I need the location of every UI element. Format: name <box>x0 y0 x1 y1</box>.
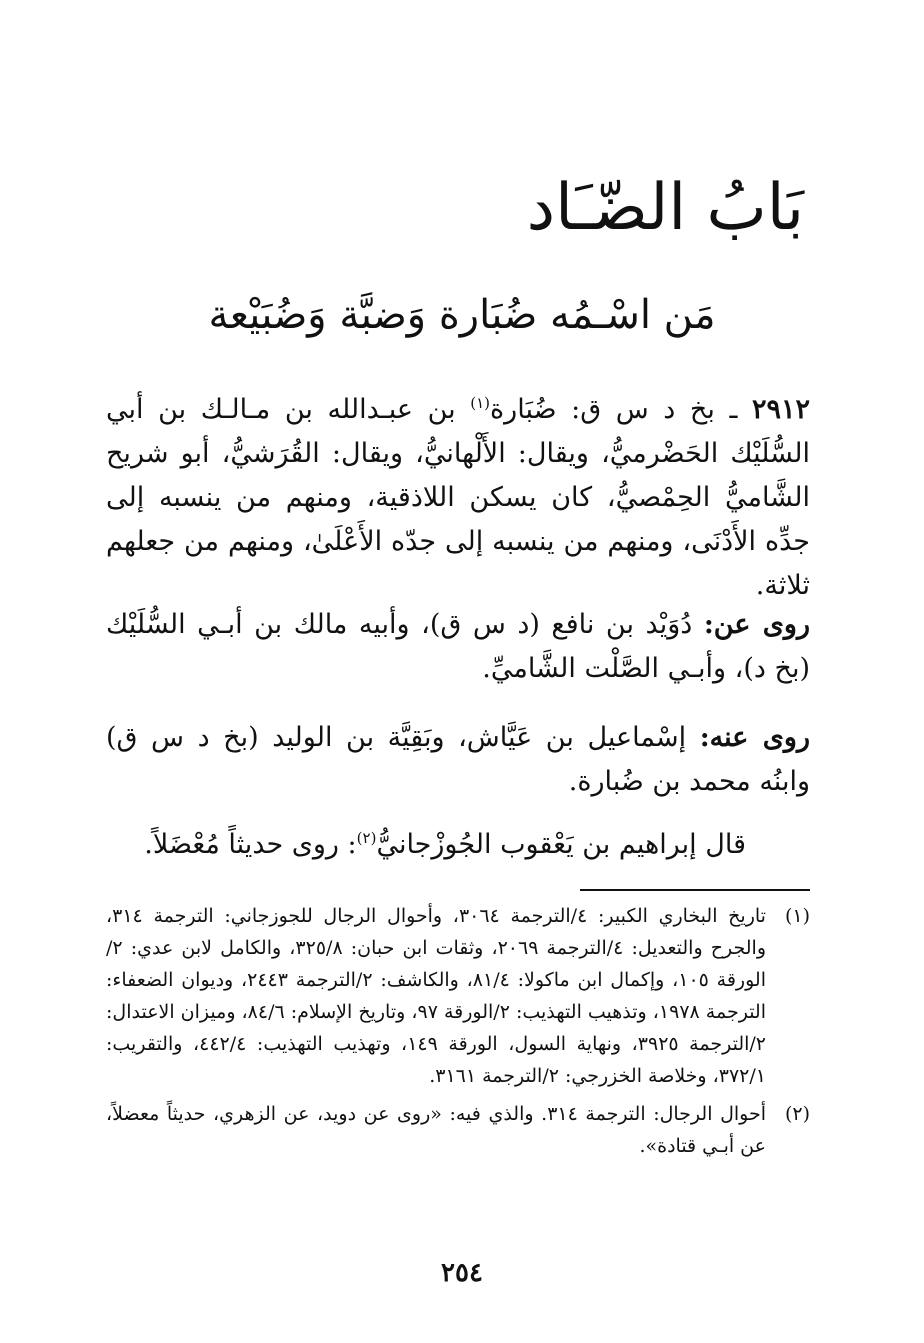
footnote-ref-1: (١) <box>470 394 491 412</box>
section-title: مَن اسْـمُه ضُبَارة وَضبَّة وَضُبَيْعة <box>208 292 716 338</box>
narrated-by-text: إسْماعيل بن عَيَّاش، وبَقِيَّة بن الوليد (بخ د س ق) وابنُه محمد بن ضُبارة. <box>106 722 810 797</box>
footnotes <box>106 900 810 1162</box>
footnote-ref-2: (٢) <box>356 829 377 847</box>
statement-text-before: قال إبراهيم بن يَعْقوب الجُوزْجانيُّ <box>376 829 746 860</box>
chapter-title: بَابُ الضّـَاد <box>526 171 804 245</box>
footnote-marker: (٢) <box>784 1103 810 1125</box>
footnote-text: أحوال الرجال: الترجمة ٣١٤. والذي فيه: «روى عن دويد، عن الزهري، حديثاً معضلاً، عن أبـي قتادة». <box>106 1103 766 1157</box>
narrated-by-label: روى عنه: <box>699 722 810 753</box>
narrated-by-paragraph <box>106 716 810 804</box>
footnote-marker: (١) <box>784 905 810 927</box>
statement-paragraph <box>106 823 746 867</box>
entry-text: بن عبـدالله بن مـالـك بن أبي السُّلَيْك الحَضْرميُّ، ويقال: الأَلْهانيُّ، ويقال: القُرَشيُّ، أبو شريح الشَّاميُّ الحِمْصيُّ، كان يسكن اللاذقية، ومنهم من ينسبه إلى جدِّه الأَدْنَى، ومنهم من ينسبه إلى جدّه الأَعْلَىٰ، ومنهم من جعلهم ثلاثة. <box>106 394 810 601</box>
entry-codes: ـ بخ د س ق: <box>571 394 738 425</box>
narrated-from-paragraph <box>106 603 810 691</box>
entry-paragraph <box>106 388 810 608</box>
footnote-separator <box>580 889 810 891</box>
statement-text-after: : روى حديثاً مُعْضَلاً. <box>144 829 357 860</box>
footnote-text: تاريخ البخاري الكبير: ٤/الترجمة ٣٠٦٤، وأحوال الرجال للجوزجاني: الترجمة ٣١٤، والجرح والتعديل: ٤/الترجمة ٢٠٦٩، وثقات ابن حبان: ٣٢٥/٨، والكامل لابن عدي: ٢/الورقة ١٠٥، وإكمال ابن ماكولا: ٨١/٤، والكاشف: ٢/الترجمة ٢٤٤٣، وديوان الضعفاء: الترجمة ١٩٧٨، وتذهيب التهذيب: ٢/الورقة ٩٧، وتاريخ الإسلام: ٨٤/٦، وميزان الاعتدال: ٢/الترجمة ٣٩٢٥، ونهاية السول، الورقة ١٤٩، وتهذيب التهذيب: ٤٤٢/٤، والتقريب: ٣٧٢/١، وخلاصة الخزرجي: ٢/الترجمة ٣١٦١. <box>106 905 767 1087</box>
entry-number: ٢٩١٢ <box>751 394 810 425</box>
footnote-2 <box>106 1098 810 1162</box>
narrated-from-text: دُوَيْد بن نافع (د س ق)، وأبيه مالك بن أبـي السُّلَيْك (بخ د)، وأبـي الصَّلْت الشَّاميِّ. <box>106 609 810 684</box>
narrated-from-label: روى عن: <box>703 609 810 640</box>
page-number: ٢٥٤ <box>441 1258 483 1288</box>
entry-name: ضُبَارة <box>490 394 557 425</box>
footnote-1 <box>106 900 810 1092</box>
